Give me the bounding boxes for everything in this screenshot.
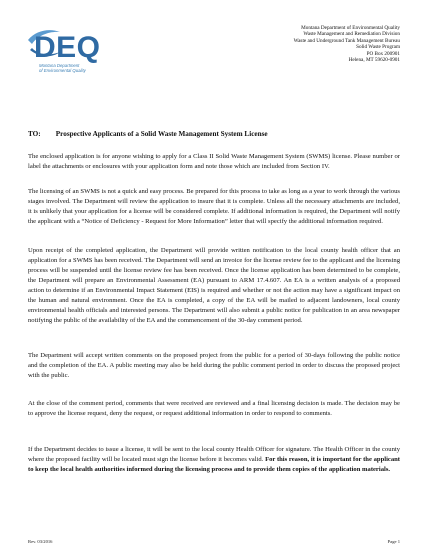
page-number: Page 1 [387,539,400,544]
logo-tagline [39,64,86,73]
to-line [28,130,400,138]
logo-tagline-line-1: Montana Department [39,63,80,68]
logo-text: DEQ [34,31,101,64]
address-line-4: Solid Waste Program [356,44,400,51]
to-label: TO: [28,130,41,138]
logo-tagline-line-2: of Environmental Quality [39,67,86,73]
paragraph-5: At the close of the comment period, comments that were received are reviewed and a final licensing decision is made. The decision may be to approve the license request, deny the request, or request additional information in order to respond to comments. [28,400,400,417]
paragraph-2: The licensing of an SWMS is not a quick and easy process. Be prepared for this process to take as long as a year to work through the various stages involved. The Department will review the application to insure that it is complete. Unless all the necessary attachments are included, it is unlikely that your application for a license will be considered complete. If additional information is required, the Department will notify the applicant with a “Notice of Deficiency - Request for More Information” letter that will specify the additional information required. [28,188,400,225]
address-line-5: PO Box 200901 [366,50,400,57]
paragraph-6 [28,445,400,475]
paragraph-3: Upon receipt of the completed application, the Department will provide written notification to the local county health officer that an application for a SWMS has been received. The Department will send an invoice for the license review fee to the applicant and the licensing process will be suspended until the license review fee has been received. Once the license application has been determined to be complete, the Department will prepare an Environmental Assessment (EA) pursuant to ARM 17.4.607. An EA is a written analysis of a proposed action to determine if an Environmental Impact Statement (EIS) is required and whether or not the action may have a significant impact on the human and natural environment. Once the EA is completed, a copy of the EA will be mailed to adjacent landowners, local county environmental health officials and interested persons. The Department will also submit a public notice for publication in an area newspaper notifying the public of the availability of the EA and the commencement of the 30-day comment period. [28,247,400,324]
paragraph-4: The Department will accept written comments on the proposed project from the public for a period of 30-days following the public notice and the completion of the EA. A public meeting may also be held during the public comment period in order to discuss the proposed project with the public. [28,352,400,379]
deq-logo-mark [26,26,146,64]
address-block [200,25,400,63]
paragraph-1: The enclosed application is for anyone wishing to apply for a Class II Solid Waste Management System (SWMS) license. Please number or label the attachments or enclosures with your application form and note those which are included from Section IV. [28,153,400,170]
to-text: Prospective Applicants of a Solid Waste Management System License [55,130,268,138]
address-line-2: Waste Management and Remediation Division [303,31,400,38]
address-line-1: Montana Department of Environmental Quality [301,25,400,31]
paragraph-6-text: If the Department decides to issue a license, it will be sent to the local county Health Officer for signature. The Health Officer in the county where the proposed facility will be located must sign the license before it becomes valid. [28,446,400,463]
deq-logo [26,26,146,72]
address-line-6: Helena, MT 59620-0901 [348,57,400,64]
paragraph-6-emphasis: For this reason, it is important for the applicant to keep the local health authorities informed during the licensing process and to provide them copies of the application materials. [28,456,400,473]
address-line-3: Waste and Underground Tank Management Bureau [293,37,400,44]
revision-date: Rev. 03/2016 [28,539,53,544]
